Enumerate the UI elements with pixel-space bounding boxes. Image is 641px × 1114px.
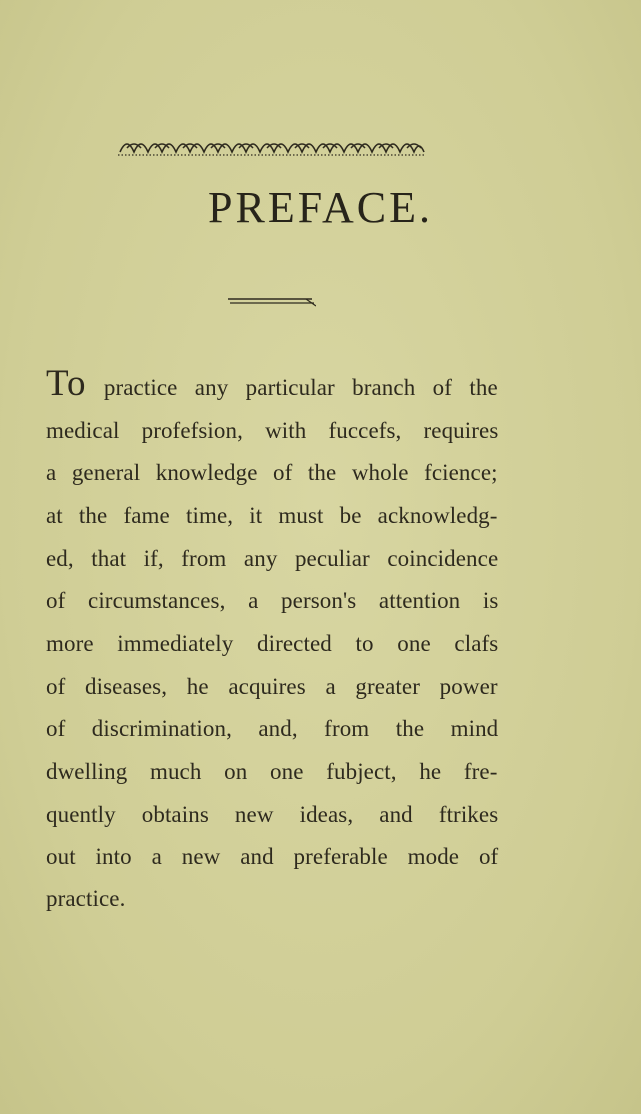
decorative-ornament-band	[118, 132, 426, 158]
text-line-5: ed, that if, from any peculiar coincidence	[46, 546, 499, 571]
text-line-9: of discrimination, and, from the mind	[46, 716, 499, 741]
drop-cap: To	[46, 363, 87, 404]
text-line-3: a general knowledge of the whole fcience;	[46, 460, 498, 485]
text-line-1: To practice any particular branch of the	[46, 363, 498, 404]
text-line-12: out into a new and preferable mode of	[46, 844, 499, 869]
text-line-4: at the fame time, it must be acknowledg-	[46, 503, 498, 528]
page-title: PREFACE.	[208, 183, 433, 232]
text-line-2: medical profefsion, with fuccefs, requires	[46, 418, 499, 443]
text-line-11: quently obtains new ideas, and ftrikes	[46, 802, 499, 827]
text-line-10: dwelling much on one fubject, he fre-	[46, 759, 498, 784]
text-line-7: more immediately directed to one clafs	[46, 631, 499, 656]
text-line-6: of circumstances, a person's attention is	[46, 588, 499, 613]
text-line-13: practice.	[46, 886, 126, 911]
text-line-8: of diseases, he acquires a greater power	[46, 674, 498, 699]
decorative-rule	[228, 296, 316, 308]
